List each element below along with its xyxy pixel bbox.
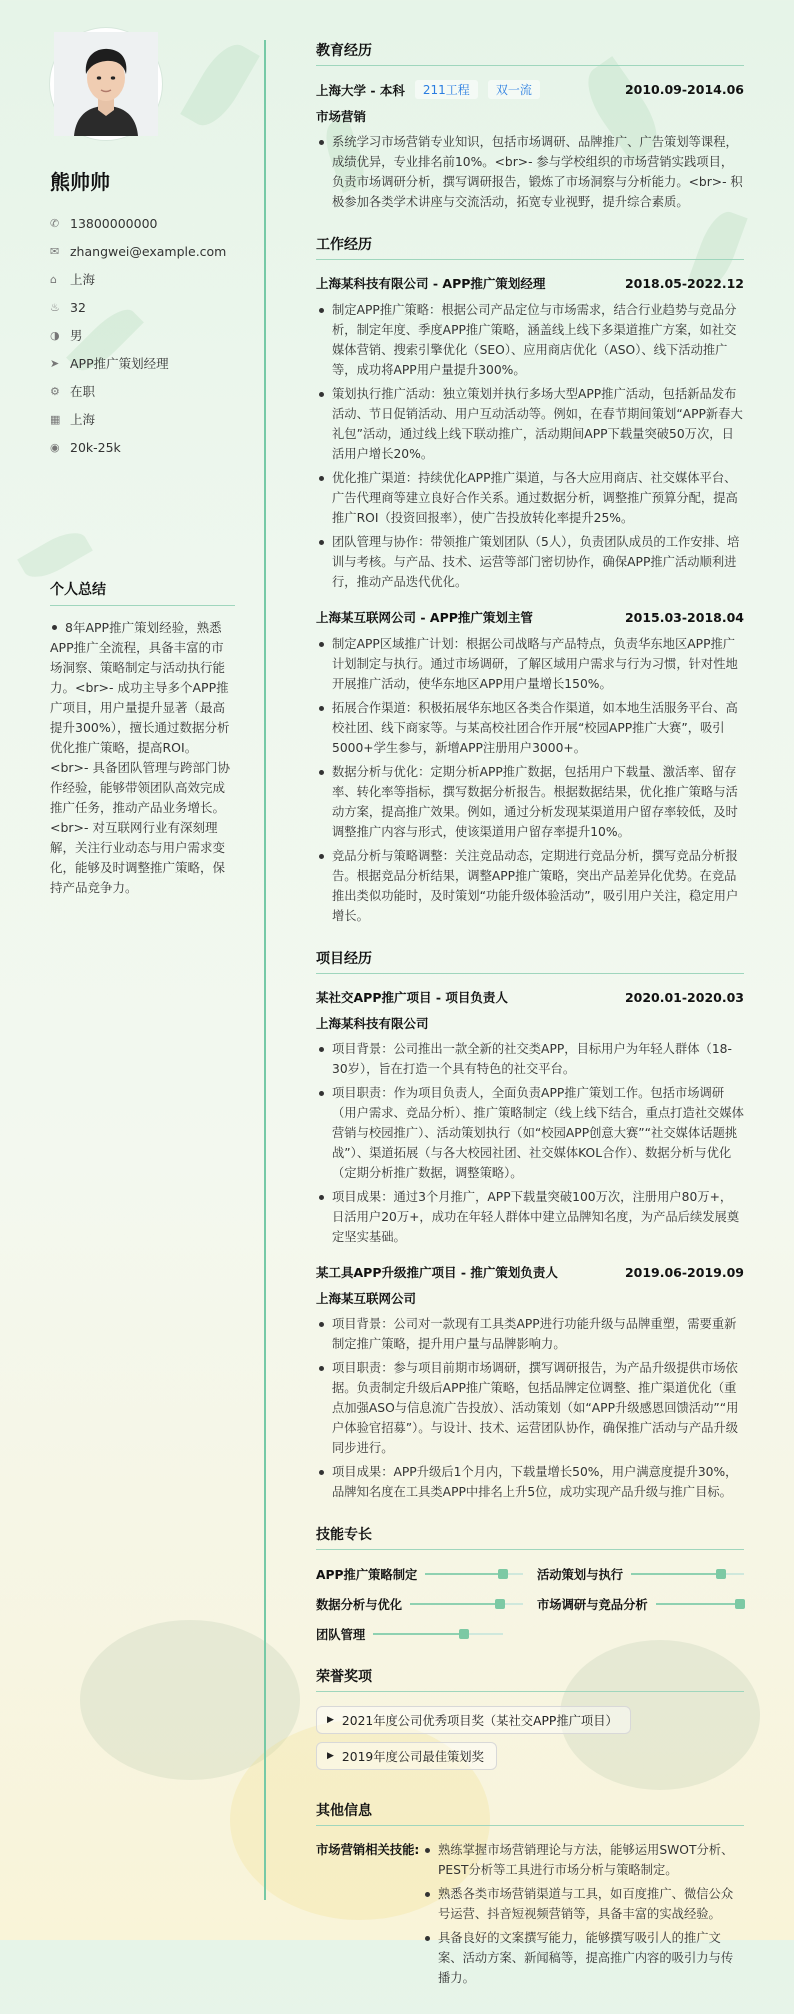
school-tag: 211工程: [415, 80, 478, 99]
work-section: [316, 234, 744, 926]
cake-icon: ♨: [50, 300, 60, 314]
skill-item: [537, 1564, 744, 1584]
job-bullet: 策划执行推广活动：独立策划并执行多场大型APP推广活动，包括新品发布活动、节日促销活动、用户互动活动等。例如，在春节期间策划“APP新春大礼包”活动，通过线上线下联动推广，活动期间APP下载量突破50万次，日活用户增长20%。: [316, 384, 744, 464]
send-icon: ➤: [50, 356, 60, 370]
candidate-name: 熊帅帅: [50, 170, 110, 194]
gear-icon: ⚙: [50, 384, 60, 398]
job-period: 2018.05-2022.12: [624, 275, 744, 291]
other-title: 其他信息: [316, 1800, 744, 1826]
skill-bar: [373, 1633, 503, 1635]
education-header: [316, 80, 744, 99]
job-bullet: 制定APP区域推广计划：根据公司战略与产品特点，负责华东地区APP推广计划制定与执行。通过市场调研，了解区域用户需求与行为习惯，针对性地开展推广活动，使华东地区APP用户量增长150%。: [316, 634, 744, 694]
email-value: zhangwei@example.com: [70, 243, 227, 259]
city-value: 上海: [70, 412, 96, 427]
right-column: [316, 40, 744, 2014]
skills-section: [316, 1524, 744, 1644]
age-value: 32: [70, 299, 86, 315]
skills-grid: [316, 1564, 744, 1644]
skill-item: [316, 1564, 523, 1584]
skill-name: 市场调研与竞品分析: [537, 1598, 648, 1612]
other-bullet: 熟悉各类市场营销渠道与工具，如百度推广、微信公众号运营、抖音短视频营销等，具备丰富的实战经验。: [422, 1884, 744, 1924]
phone-value: 13800000000: [70, 215, 158, 231]
skill-bar: [631, 1573, 744, 1575]
skill-name: 团队管理: [316, 1628, 366, 1642]
school-tag: 双一流: [488, 80, 540, 99]
skill-name: 数据分析与优化: [316, 1598, 403, 1612]
building-icon: ▦: [50, 412, 61, 426]
project-bullet: 项目职责：参与项目前期市场调研，撰写调研报告，为产品升级提供市场依据。负责制定升级后APP推广策略，包括品牌定位调整、推广渠道优化（重点加强ASO与信息流广告投放）、活动策划（如“APP升级感恩回馈活动”“用户体验官招募”）。与设计、技术、运营团队协作，确保推广活动与产品升级同步进行。: [316, 1358, 744, 1458]
gender-value: 男: [70, 328, 83, 343]
skills-title: 技能专长: [316, 1524, 744, 1550]
job-bullet: 拓展合作渠道：积极拓展华东地区各类合作渠道，如本地生活服务平台、高校社团、线下商家等。与某高校社团合作开展“校园APP推广大赛”，吸引5000+学生参与，新增APP注册用户3000+。: [316, 698, 744, 758]
job-value: APP推广策划经理: [70, 356, 169, 371]
city-row: [50, 405, 235, 433]
job-row: [50, 349, 235, 377]
job-bullet: 数据分析与优化：定期分析APP推广数据，包括用户下载量、激活率、留存率、转化率等指标，撰写数据分析报告。根据数据结果，优化推广策略与活动方案，提高推广效果。例如，通过分析发现某渠道用户留存率较低，及时调整推广内容与形式，使该渠道用户留存率提升10%。: [316, 762, 744, 842]
skill-bar: [425, 1573, 523, 1575]
project-header: [316, 1263, 744, 1281]
other-bullet: 具备良好的文案撰写能力，能够撰写吸引人的推广文案、活动方案、新闻稿等，提高推广内容的吸引力与传播力。: [422, 1928, 744, 1988]
email-row: [50, 237, 235, 265]
skill-knob: [498, 1569, 508, 1579]
project-bullet: 项目背景：公司对一款现有工具类APP进行功能升级与品牌重塑，需要重新制定推广策略，提升用户量与品牌影响力。: [316, 1314, 744, 1354]
job-bullet: 团队管理与协作：带领推广策划团队（5人），负责团队成员的工作安排、培训与考核。与产品、技术、运营等部门密切协作，确保APP推广活动顺利进行，推动产品迭代优化。: [316, 532, 744, 592]
awards-title: 荣誉奖项: [316, 1666, 744, 1692]
other-label: 市场营销相关技能:: [316, 1843, 420, 1857]
award-item[interactable]: [316, 1706, 744, 1742]
education-bullet: 系统学习市场营销专业知识，包括市场调研、品牌推广、广告策划等课程，成绩优异，专业排名前10%。<br>- 参与学校组织的市场营销实践项目，负责市场调研分析，撰写调研报告，锻炼了市场洞察与分析能力。<br>- 积极参加各类学术讲座与交流活动，拓宽专业视野，提升综合素质。: [316, 132, 744, 212]
left-column: [0, 0, 265, 1940]
project-bullet: 项目职责：作为项目负责人，全面负责APP推广策划工作。包括市场调研（用户需求、竞品分析）、推广策略制定（线上线下结合，重点打造社交媒体营销与校园推广）、活动策划执行（如“校园APP创意大赛”“社交媒体话题挑战”）、渠道拓展（与各大校园社团、社交媒体KOL合作）、数据分析与优化（定期分析推广数据，调整策略）。: [316, 1083, 744, 1183]
phone-icon: ✆: [50, 216, 60, 230]
other-bullet: 熟练掌握市场营销理论与方法，能够运用SWOT分析、PEST分析等工具进行市场分析与策略制定。: [422, 1840, 744, 1880]
status-value: 在职: [70, 384, 96, 399]
project-title: 某工具APP升级推广项目 - 推广策划负责人: [316, 1265, 558, 1280]
caret-right-icon: ▶: [327, 1751, 334, 1761]
job-bullets: [316, 300, 744, 592]
summary-text: 8年APP推广策划经验，熟悉APP推广全流程，具备丰富的市场洞察、策略制定与活动执行能力。<br>- 成功主导多个APP推广项目，用户量提升显著（最高提升300%），擅长通过数据分析优化推广策略，提高ROI。<br>- 具备团队管理与跨部门协作经验，能够带领团队高效完成推广任务，推动产品业务增长。<br>- 对互联网行业有深刻理解，关注行业动态与用户需求变化，能够及时调整推广策略，保持产品竞争力。: [50, 620, 231, 895]
education-period: 2010.09-2014.06: [624, 82, 744, 97]
project-bullets: [316, 1039, 744, 1247]
skill-knob: [735, 1599, 745, 1609]
project-company: 上海某科技有限公司: [316, 1016, 429, 1031]
education-title: 教育经历: [316, 40, 744, 66]
skill-item: [316, 1624, 523, 1644]
skill-knob: [716, 1569, 726, 1579]
caret-right-icon: ▶: [327, 1715, 334, 1725]
home-icon: ⌂: [50, 272, 57, 286]
project-company: 上海某互联网公司: [316, 1291, 417, 1306]
other-section: [316, 1800, 744, 1992]
award-item[interactable]: [316, 1742, 744, 1778]
salary-value: 20k-25k: [70, 439, 121, 455]
project-header: [316, 988, 744, 1006]
skill-bar: [410, 1603, 523, 1605]
project-bullet: 项目成果：APP升级后1个月内，下载量增长50%，用户满意度提升30%，品牌知名度在工具类APP中排名上升5位，成功实现产品升级与推广目标。: [316, 1462, 744, 1502]
skill-item: [316, 1594, 523, 1614]
age-row: [50, 293, 235, 321]
project-bullet: 项目成果：通过3个月推广，APP下载量突破100万次，注册用户80万+，日活用户20万+，成功在年轻人群体中建立品牌知名度，为产品后续发展奠定坚实基础。: [316, 1187, 744, 1247]
job-period: 2015.03-2018.04: [624, 609, 744, 625]
location-row: [50, 265, 235, 293]
gender-row: [50, 321, 235, 349]
projects-title: 项目经历: [316, 948, 744, 974]
other-bullets: [422, 1840, 744, 1992]
project-period: 2019.06-2019.09: [624, 1264, 744, 1280]
job-title: 上海某互联网公司 - APP推广策划主管: [316, 610, 533, 625]
coin-icon: ◉: [50, 440, 60, 454]
skill-name: APP推广策略制定: [316, 1568, 418, 1582]
location-value: 上海: [70, 272, 96, 287]
summary-item: [50, 618, 235, 898]
project-bullets: [316, 1314, 744, 1502]
job-bullet: 竞品分析与策略调整：关注竞品动态，定期进行竞品分析，撰写竞品分析报告。根据竞品分析结果，调整APP推广策略，突出产品差异化优势。在竞品推出类似功能时，及时策划“功能升级体验活动”，吸引用户关注，稳定用户增长。: [316, 846, 744, 926]
skill-bar: [656, 1603, 744, 1605]
job-header: [316, 274, 744, 292]
award-text: 2019年度公司最佳策划奖: [341, 1750, 484, 1764]
skill-knob: [495, 1599, 505, 1609]
education-section: [316, 40, 744, 212]
summary-title: 个人总结: [50, 579, 235, 606]
other-row: [316, 1840, 744, 1992]
job-bullet: 制定APP推广策略：根据公司产品定位与市场需求，结合行业趋势与竞品分析，制定年度、季度APP推广策略，涵盖线上线下多渠道推广方案，如社交媒体营销、搜索引擎优化（SEO）、应用商店优化（ASO）、线下活动推广等，成功将APP用户量提升300%。: [316, 300, 744, 380]
salary-row: [50, 433, 235, 461]
project-title: 某社交APP推广项目 - 项目负责人: [316, 990, 508, 1005]
award-text: 2021年度公司优秀项目奖（某社交APP推广项目）: [341, 1714, 618, 1728]
gender-icon: ◑: [50, 328, 60, 342]
work-title: 工作经历: [316, 234, 744, 260]
skill-name: 活动策划与执行: [537, 1568, 624, 1582]
phone-row: [50, 209, 235, 237]
major: 市场营销: [316, 109, 367, 124]
job-bullets: [316, 634, 744, 926]
avatar: [50, 28, 162, 140]
status-row: [50, 377, 235, 405]
job-title: 上海某科技有限公司 - APP推广策划经理: [316, 276, 546, 291]
project-period: 2020.01-2020.03: [624, 989, 744, 1005]
summary-list: [50, 618, 235, 898]
school-name: 上海大学 - 本科: [316, 82, 405, 98]
project-bullet: 项目背景：公司推出一款全新的社交类APP，目标用户为年轻人群体（18-30岁），旨在打造一个具有特色的社交平台。: [316, 1039, 744, 1079]
avatar-portrait-icon: [54, 32, 158, 136]
projects-section: [316, 948, 744, 1502]
job-bullet: 优化推广渠道：持续优化APP推广渠道，与各大应用商店、社交媒体平台、广告代理商等建立良好合作关系。通过数据分析，调整推广预算分配，提高推广ROI（投资回报率），使广告投放转化率提升25%。: [316, 468, 744, 528]
skill-knob: [459, 1629, 469, 1639]
job-header: [316, 608, 744, 626]
education-bullets: [316, 132, 744, 212]
skill-item: [537, 1594, 744, 1614]
awards-section: [316, 1666, 744, 1778]
mail-icon: ✉: [50, 244, 60, 258]
